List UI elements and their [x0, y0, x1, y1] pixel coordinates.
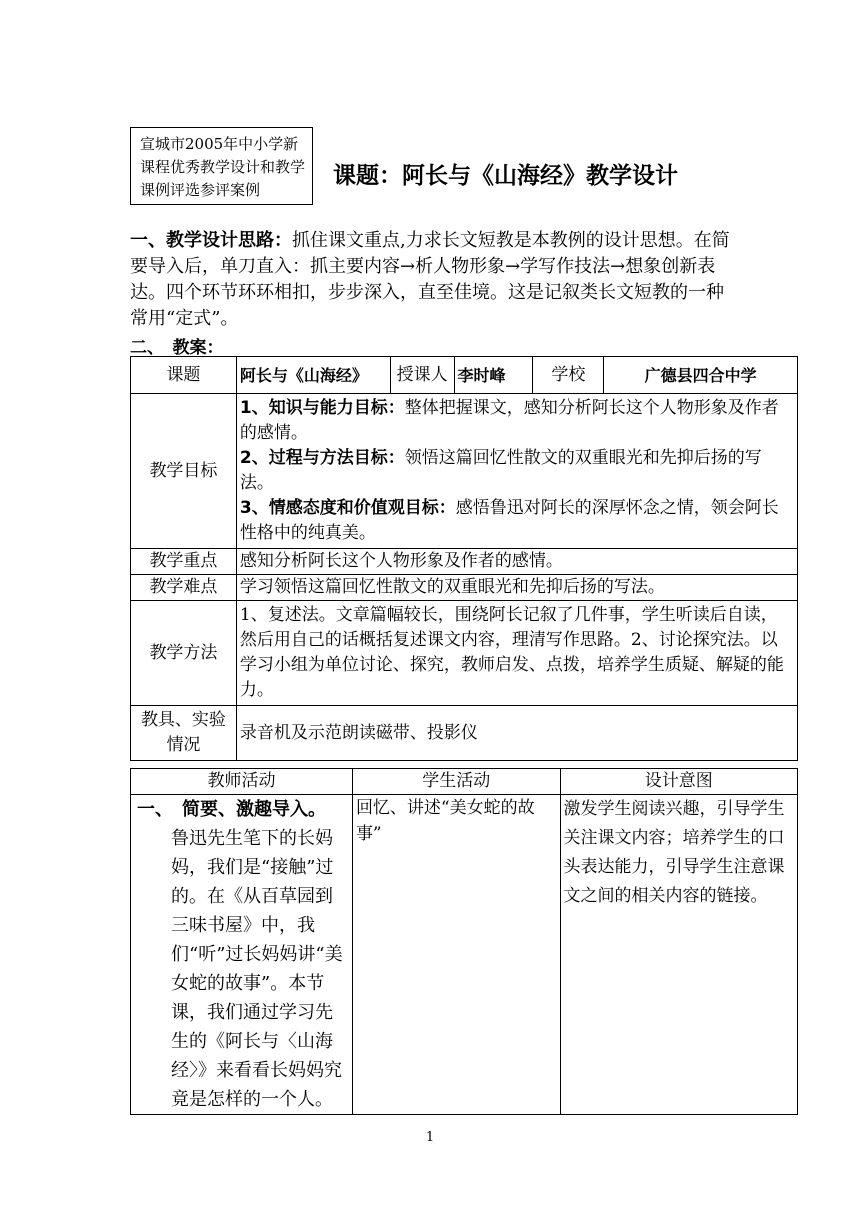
table-row: [131, 357, 798, 394]
goal-2: [240, 446, 794, 496]
topic-value: 阿长与《山海经》: [236, 357, 390, 394]
school-value: 广德县四合中学: [604, 357, 798, 394]
page-title: 课题：阿长与《山海经》教学设计: [333, 163, 678, 189]
table-row: [131, 769, 798, 795]
goals-content: [236, 394, 797, 549]
goal-3-heading: 3、情感态度和价值观目标：: [239, 498, 456, 518]
table-row: [131, 795, 798, 1115]
key-point-label: 教学重点: [131, 549, 237, 575]
key-point-value: 感知分析阿长这个人物形象及作者的感情。: [236, 549, 797, 575]
student-activity-cell: 回忆、讲述“美女蛇的故事”: [352, 795, 560, 1115]
method-label: 教学方法: [131, 601, 237, 706]
goal-2-heading: 2、过程与方法目标：: [239, 448, 405, 468]
goal-1: [240, 396, 794, 446]
topic-label: 课题: [131, 357, 237, 394]
student-activity-header: 学生活动: [352, 769, 560, 795]
goal-1-heading: 1、知识与能力目标：: [239, 398, 405, 418]
goal-1-body: 整体把握课文，感知分析阿长这个人物形象及作者的感情。: [239, 398, 779, 443]
design-idea-paragraph: [130, 228, 740, 332]
goal-3-body: 感悟鲁迅对阿长的深厚怀念之情，领会阿长性格中的纯真美。: [239, 498, 779, 543]
design-intent-cell: 激发学生阅读兴趣，引导学生关注课文内容；培养学生的口头表达能力，引导学生注意课文之间的相关内容的链接。: [560, 795, 797, 1115]
difficulty-value: 学习领悟这篇回忆性散文的双重眼光和先抑后扬的写法。: [236, 575, 797, 601]
contest-label-box: 宣城市2005年中小学新课程优秀教学设计和教学课例评选参评案例: [130, 127, 313, 205]
teacher-value: 李时峰: [454, 357, 533, 394]
lesson-plan-heading: 二、 教案：: [130, 338, 224, 358]
tools-value: 录音机及示范朗读磁带、投影仪: [236, 706, 797, 761]
table-row: [131, 706, 798, 761]
teacher-activity-header: 教师活动: [131, 769, 353, 795]
table-row: [131, 394, 798, 549]
difficulty-label: 教学难点: [131, 575, 237, 601]
table-row: [131, 549, 798, 575]
goal-2-body: 领悟这篇回忆性散文的双重眼光和先抑后扬的写法。: [239, 448, 762, 493]
design-intent-header: 设计意图: [560, 769, 797, 795]
school-label: 学校: [533, 357, 604, 394]
table-row: [131, 601, 798, 706]
goals-label: 教学目标: [131, 394, 237, 549]
page-number: 1: [425, 1130, 435, 1145]
teacher-activity-cell: [131, 795, 353, 1115]
method-value: 1、复述法。文章篇幅较长，围绕阿长记叙了几件事，学生听读后自读，然后用自己的话概括复述课文内容，理清写作思路。2、讨论探究法。以学习小组为单位讨论、探究，教师启发、点拨，培养学生质疑、解疑的能力。: [236, 601, 797, 706]
design-idea-heading: 一、教学设计思路：: [130, 230, 292, 251]
activity-table: [130, 768, 798, 1115]
design-idea-body: 抓住课文重点,力求长文短教是本教例的设计思想。在简要导入后，单刀直入：抓主要内容→析人物形象→学写作技法→想象创新表达。四个环节环环相扣，步步深入，直至佳境。这是记叙类长文短教的一种常用“定式”。: [130, 230, 730, 329]
goal-3: [240, 496, 794, 546]
lesson-info-table: [130, 356, 798, 761]
intro-heading: 一、 简要、激趣导入。: [137, 799, 326, 820]
intro-body: 鲁迅先生笔下的长妈妈，我们是“接触”过的。在《从百草园到三味书屋》中，我们“听”过长妈妈讲“美女蛇的故事”。本节课，我们通过学习先生的《阿长与〈山海经〉》来看看长妈妈究竟是怎样的一个人。: [171, 828, 343, 1110]
teacher-label: 授课人: [390, 357, 454, 394]
table-row: [131, 575, 798, 601]
tools-label: 教具、实验情况: [131, 706, 237, 761]
